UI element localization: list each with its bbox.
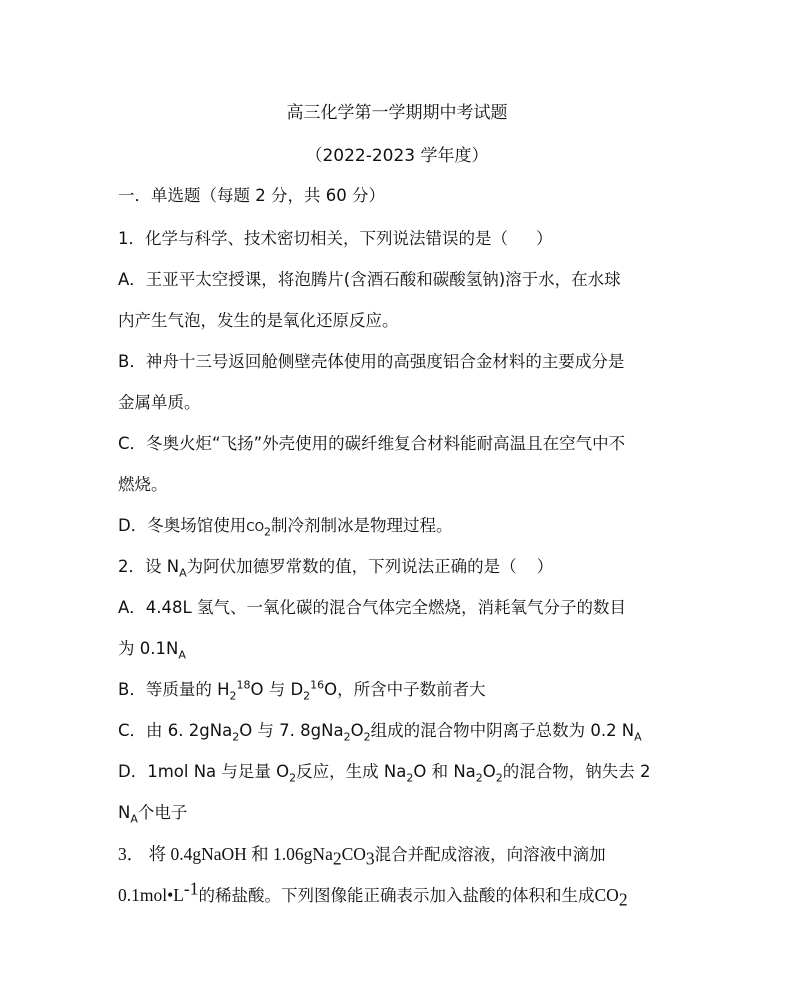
question-2-option-d-cont: $N_A$个电子 xyxy=(118,803,188,826)
question-2-option-c: C．由 6. 2gNa$_2$O 与 7. $8gNa_2O_2$组成的混合物中阴离子总数为 0.2 $N_A$ xyxy=(118,721,642,744)
question-1-option-d: D．冬奥场馆使用$CO_2$制冷剂制冰是物理过程。 xyxy=(118,516,453,539)
section-heading: 一．单选题（每题 2 分，共 60 分） xyxy=(118,186,385,205)
question-1-stem: 1．化学与科学、技术密切相关，下列说法错误的是（ ） xyxy=(118,229,553,248)
question-1-option-a-cont: 内产生气泡，发生的是氧化还原反应。 xyxy=(118,311,399,330)
question-1-option-c: C．冬奥火炬“飞扬”外壳使用的碳纤维复合材料能耐高温且在空气中不 xyxy=(118,434,626,453)
question-3-stem-cont: $0.1mol•L^{-1}$的稀盐酸。下列图像能正确表示加入盐酸的体积和生成$CO_2$ xyxy=(118,878,628,910)
question-2-option-d: D．1mol Na 与足量 $O_2$反应，生成 $Na_2O$ 和 $Na_2O_2$的混合物，钠失去 2 xyxy=(118,762,651,785)
question-2-option-b: B．等质量的 $H_2^{18}O$ 与 $D_2^{16}O$，所含中子数前者大 xyxy=(118,678,486,703)
exam-title: 高三化学第一学期期中考试题 xyxy=(286,103,508,123)
question-1-option-c-cont: 燃烧。 xyxy=(118,475,168,494)
question-3-stem: 3． 将 0.4gNaOH 和 $1.06gNa_2CO_3$混合并配成溶液，向溶液中滴加 xyxy=(118,844,606,869)
question-2-stem: 2．设 $N_A$为阿伏加德罗常数的值，下列说法正确的是（ ） xyxy=(118,557,554,580)
question-2-option-a-cont: 为 $0.1N_A$ xyxy=(118,639,186,662)
question-1-option-b: B．神舟十三号返回舱侧壁壳体使用的高强度铝合金材料的主要成分是 xyxy=(118,352,625,371)
exam-subtitle: （2022-2023 学年度） xyxy=(305,146,489,166)
question-1-option-a: A．王亚平太空授课，将泡腾片(含酒石酸和碳酸氢钠)溶于水，在水球 xyxy=(118,270,621,289)
question-1-option-b-cont: 金属单质。 xyxy=(118,393,201,412)
question-2-option-a: A．4.48L 氢气、一氧化碳的混合气体完全燃烧，消耗氧气分子的数目 xyxy=(118,598,626,617)
